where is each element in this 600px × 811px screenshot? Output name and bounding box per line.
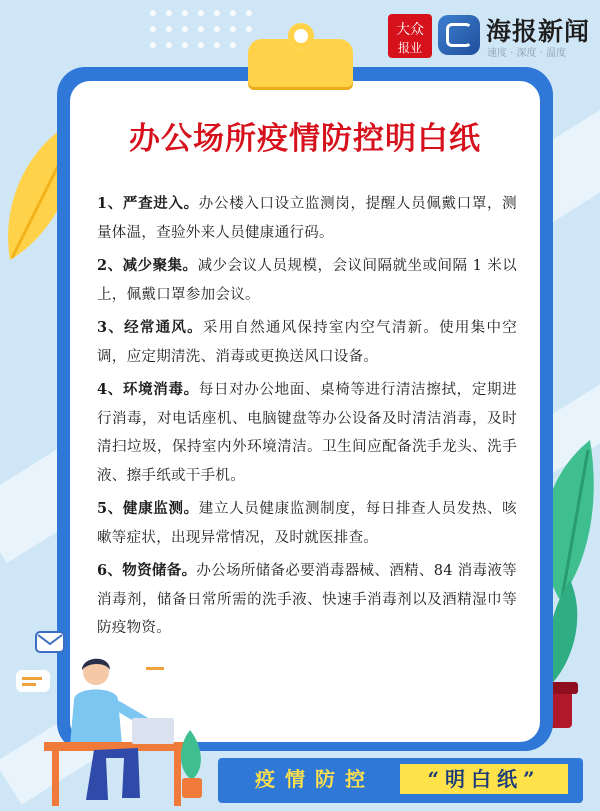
list-item bbox=[97, 314, 517, 371]
document-content bbox=[97, 190, 517, 648]
item-label: 1、严查进入。 bbox=[97, 195, 199, 212]
clipboard-clip bbox=[248, 39, 353, 87]
dazhong-baoye-logo bbox=[388, 14, 432, 58]
svg-text:报业: 报业 bbox=[397, 41, 423, 55]
list-item bbox=[97, 252, 517, 309]
item-label: 2、减少聚集。 bbox=[97, 257, 198, 274]
svg-text:大众: 大众 bbox=[396, 22, 424, 38]
item-text: 办公楼入口设立监测岗，提醒人员佩戴口罩，测量体温，查验外来人员健康通行码。 bbox=[97, 196, 517, 241]
office-worker-illustration bbox=[14, 630, 194, 810]
item-text: 办公场所储备必要消毒器械、酒精、84 消毒液等消毒剂，储备日常所需的洗手液、快速手消毒剂以及酒精湿巾等防疫物资。 bbox=[97, 563, 517, 636]
list-item bbox=[97, 495, 517, 552]
list-item bbox=[97, 190, 517, 247]
list-item bbox=[97, 376, 517, 490]
document-title: 办公场所疫情防控明白纸 bbox=[129, 121, 481, 157]
item-label: 3、经常通风。 bbox=[97, 319, 203, 336]
item-text: 采用自然通风保持室内空气清新。使用集中空调，应定期清洗、消毒或更换送风口设备。 bbox=[97, 320, 517, 365]
small-plant-illustration bbox=[172, 730, 212, 800]
banner-left-text: 疫情防控 bbox=[255, 767, 375, 791]
item-text: 每日对办公地面、桌椅等进行清洁擦拭，定期进行消毒，对电话座机、电脑键盘等办公设备及时清洁消毒，及时清扫垃圾，保持室内外环境清洁。卫生间应配备洗手龙头、洗手液、擦手纸或干手机。 bbox=[97, 382, 517, 484]
item-label: 6、物资储备。 bbox=[97, 562, 197, 579]
haibao-logo-name: 海报新闻 bbox=[486, 17, 591, 46]
haibao-logo-tagline: 速度 · 深度 · 温度 bbox=[487, 48, 567, 59]
banner-right-text: “明白纸” bbox=[400, 764, 568, 794]
item-label: 4、环境消毒。 bbox=[97, 381, 199, 398]
item-label: 5、健康监测。 bbox=[97, 500, 199, 517]
item-text: 减少会议人员规模，会议间隔就坐或间隔 1 米以上，佩戴口罩参加会议。 bbox=[97, 258, 517, 303]
item-text: 建立人员健康监测制度，每日排查人员发热、咳嗽等症状，出现异常情况，及时就医排查。 bbox=[97, 501, 517, 546]
haibao-logo-icon bbox=[438, 15, 480, 55]
